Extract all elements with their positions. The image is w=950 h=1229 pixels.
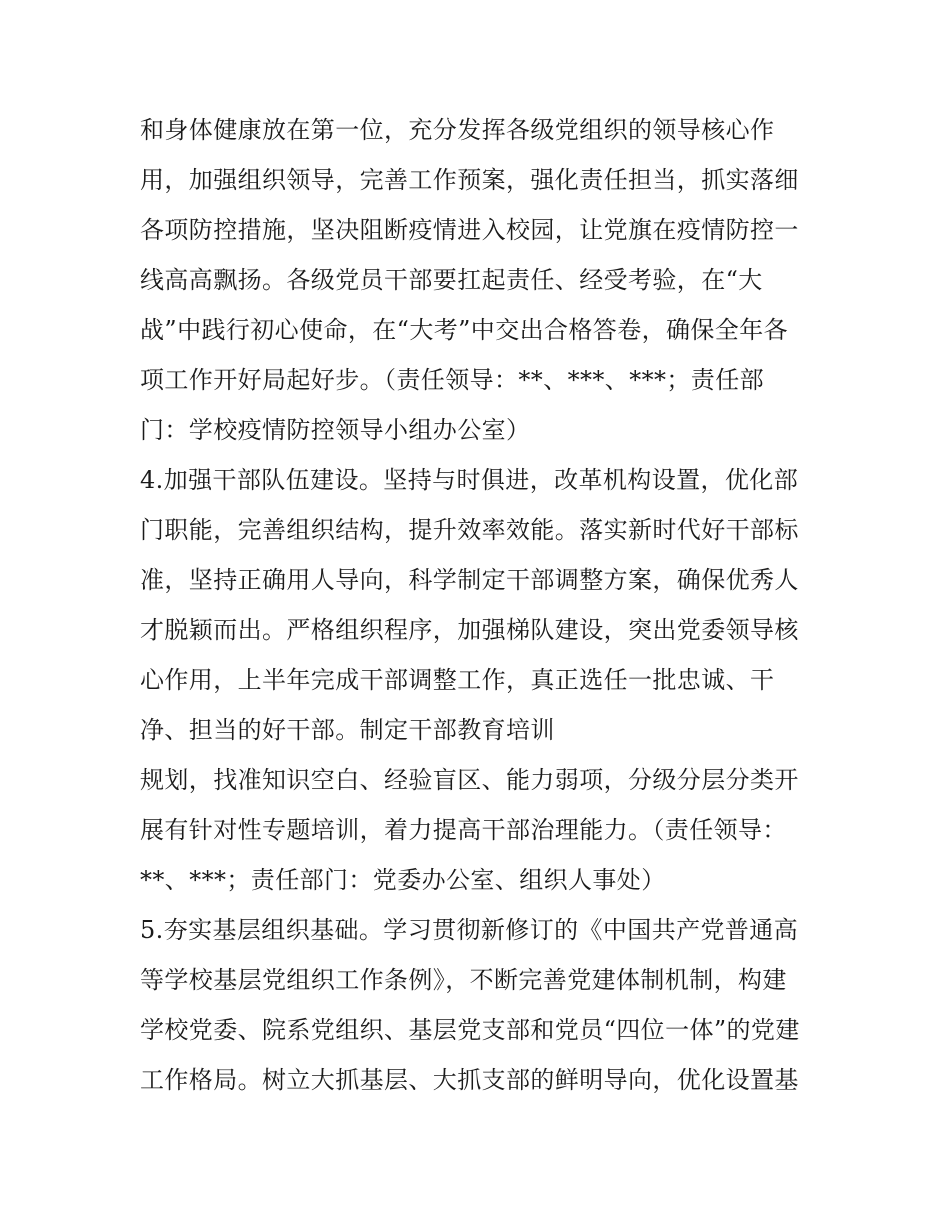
text-line: 战”中践行初心使命，在“大考”中交出合格答卷，确保全年各: [140, 316, 789, 344]
text-line: 和身体健康放在第一位，充分发挥各级党组织的领导核心作: [140, 116, 775, 144]
text-line: 工作格局。树立大抓基层、大抓支部的鲜明导向，优化设置基: [140, 1066, 799, 1094]
text-line: 学校党委、院系党组织、基层党支部和党员“四位一体”的党建: [140, 1016, 800, 1044]
text-line: 才脱颖而出。严格组织程序，加强梯队建设，突出党委领导核: [140, 616, 799, 644]
text-line: 准，坚持正确用人导向，科学制定干部调整方案，确保优秀人: [140, 566, 799, 594]
text-line: 线高高飘扬。各级党员干部要扛起责任、经受考验，在“大: [140, 266, 763, 294]
text-line: **、***；责任部门：党委办公室、组织人事处）: [140, 866, 666, 894]
text-line: 门：学校疫情防控领导小组办公室）: [140, 416, 531, 444]
text-line: 门职能，完善组织结构，提升效率效能。落实新时代好干部标: [140, 516, 799, 544]
text-line: 规划，找准知识空白、经验盲区、能力弱项，分级分层分类开: [140, 766, 799, 794]
text-line: 4.加强干部队伍建设。坚持与时俱进，改革机构设置，优化部: [140, 466, 799, 494]
text-line: 等学校基层党组织工作条例》，不断完善党建体制机制，构建: [140, 966, 787, 994]
text-line: 净、担当的好干部。制定干部教育培训: [140, 716, 555, 744]
text-line: 5.夯实基层组织基础。学习贯彻新修订的《中国共产党普通高: [140, 916, 799, 944]
text-line: 项工作开好局起好步。（责任领导：**、***、***；责任部: [140, 366, 764, 394]
text-line: 展有针对性专题培训，着力提高干部治理能力。（责任领导：: [140, 816, 787, 844]
text-line: 心作用，上半年完成干部调整工作，真正选任一批忠诚、干: [140, 666, 775, 694]
text-line: 各项防控措施，坚决阻断疫情进入校园，让党旗在疫情防控一: [140, 216, 799, 244]
text-line: 用，加强组织领导，完善工作预案，强化责任担当，抓实落细: [140, 166, 799, 194]
